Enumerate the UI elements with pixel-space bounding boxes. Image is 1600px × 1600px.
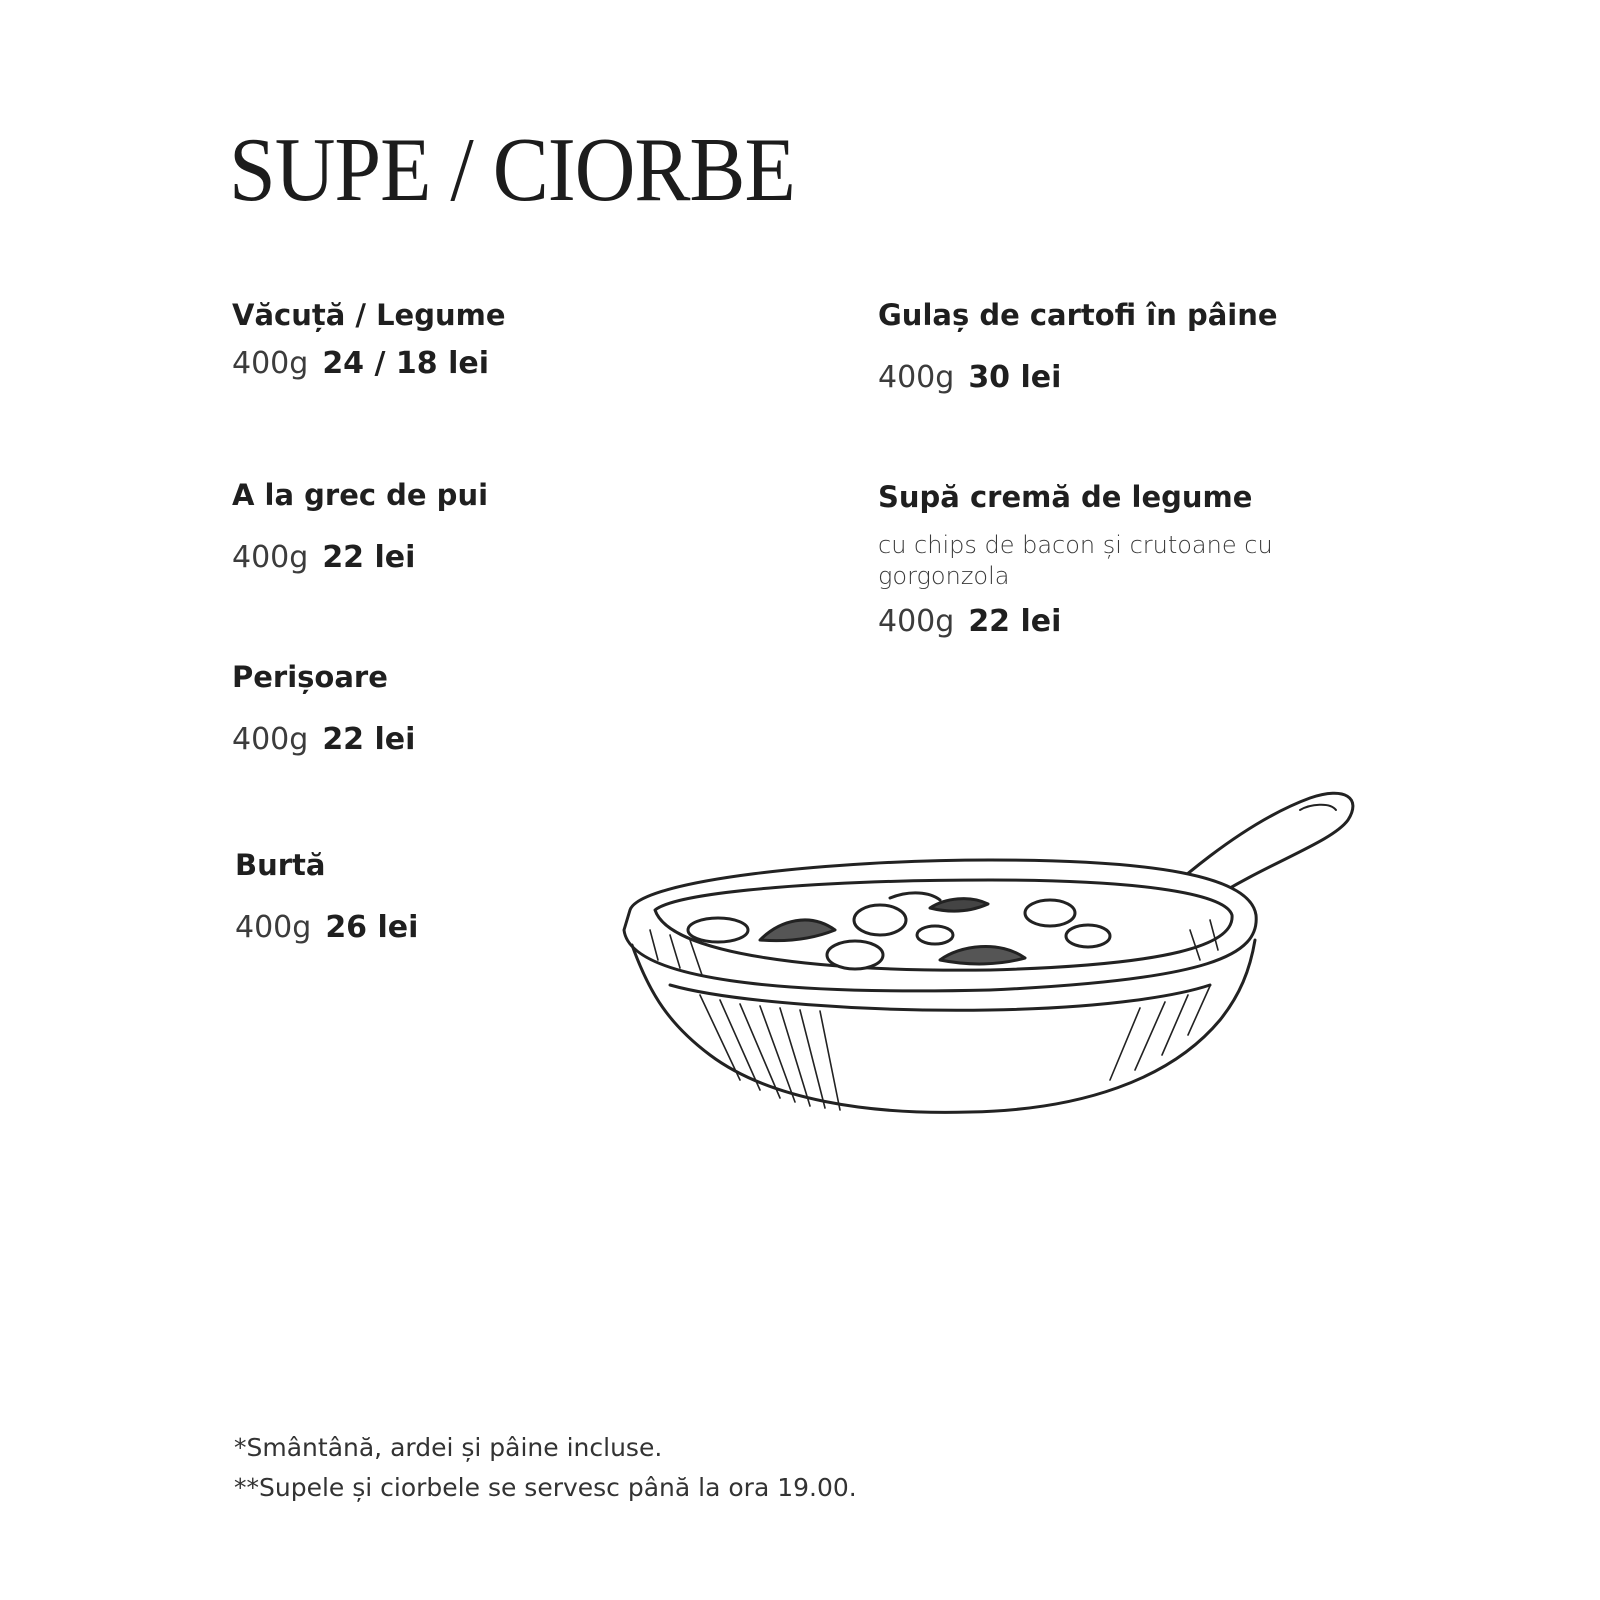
item-name: Văcuță / Legume	[232, 298, 506, 332]
soup-bowl-icon	[610, 780, 1390, 1160]
item-price: 22 lei	[322, 722, 416, 757]
item-weight: 400g	[235, 910, 312, 945]
item-price: 30 lei	[968, 360, 1062, 395]
item-price: 26 lei	[325, 910, 419, 945]
item-price: 22 lei	[322, 540, 416, 575]
menu-item-vacuta-legume	[232, 298, 506, 381]
item-description: cu chips de bacon și crutoane cu gorgonzola	[878, 531, 1273, 590]
item-weight: 400g	[878, 360, 955, 395]
menu-item-burta	[235, 848, 418, 945]
price-line	[232, 722, 415, 757]
price-line	[232, 540, 488, 575]
price-line	[232, 346, 506, 381]
item-weight: 400g	[232, 722, 309, 757]
footnote-serving-hours: **Supele și ciorbele se servesc până la ora 19.00.	[234, 1473, 857, 1502]
item-price: 24 / 18 lei	[322, 346, 490, 381]
item-weight: 400g	[232, 540, 309, 575]
item-name: Burtă	[235, 848, 326, 882]
menu-item-a-la-grec	[232, 478, 488, 575]
footnotes	[234, 1428, 857, 1508]
menu-item-perisoare	[232, 660, 415, 757]
price-line	[235, 910, 418, 945]
item-name: Gulaș de cartofi în pâine	[878, 298, 1278, 332]
item-weight: 400g	[232, 346, 309, 381]
price-line	[878, 360, 1278, 395]
item-name: Perișoare	[232, 660, 388, 694]
page-title: SUPE / CIORBE	[229, 120, 795, 221]
item-price: 22 lei	[968, 604, 1062, 639]
item-name: Supă cremă de legume	[878, 480, 1253, 514]
item-weight: 400g	[878, 604, 955, 639]
footnote-included: *Smântână, ardei și pâine incluse.	[234, 1433, 663, 1462]
menu-item-supa-crema	[878, 480, 1338, 639]
menu-item-gulas	[878, 298, 1278, 395]
price-line	[878, 604, 1338, 639]
item-name: A la grec de pui	[232, 478, 489, 512]
